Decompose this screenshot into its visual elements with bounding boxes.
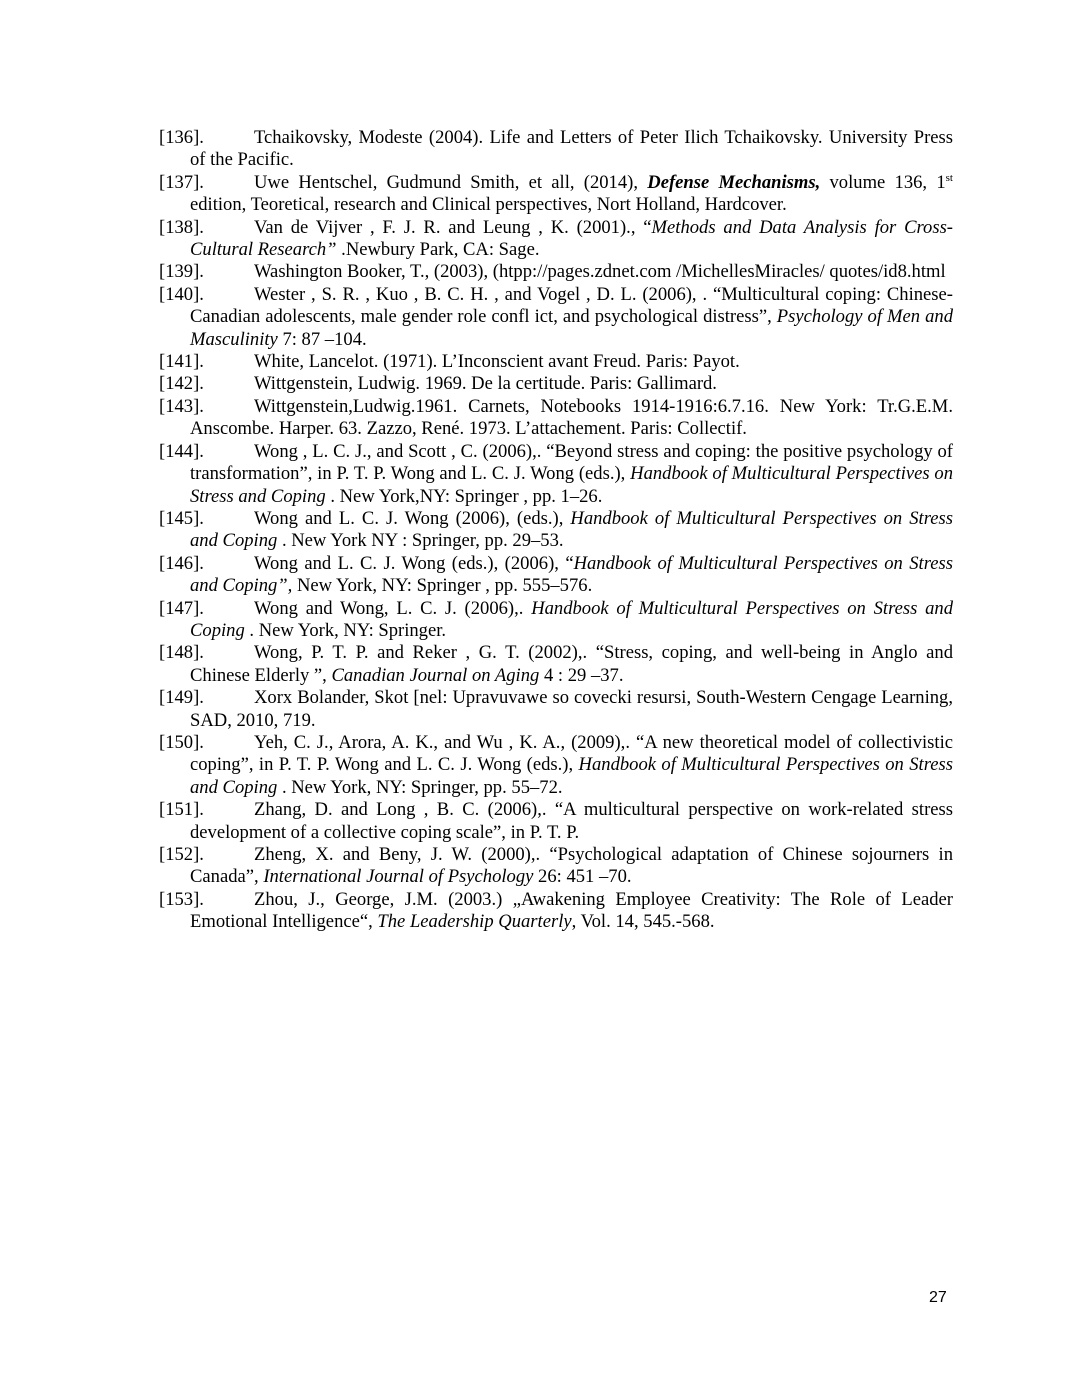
reference-entry (159, 217, 953, 262)
reference-text: Handbook of Multicultural Perspectives on Stress and Coping (190, 463, 954, 507)
reference-text: Handbook of Multicultural Perspectives on Stress and Coping (190, 754, 953, 798)
reference-text: Wong and L. C. J. Wong (2006), (eds.), (254, 507, 571, 529)
reference-number: [142]. (159, 373, 204, 395)
reference-text: Handbook of Multicultural Perspectives on Stress and Coping”, (190, 552, 953, 597)
reference-text: Wong and Wong, L. C. J. (2006),. (254, 597, 532, 619)
page-number: 27 (929, 1289, 947, 1306)
reference-text: Washington Booker, T., (2003), (htpp://pages.zdnet.com /MichellesMiracles/ quotes/id8.html (254, 261, 946, 283)
reference-entry (159, 844, 953, 889)
reference-number: [140]. (159, 283, 204, 305)
reference-list (159, 127, 953, 934)
reference-text: Wittgenstein, Ludwig. 1969. De la certitude. Paris: Gallimard. (254, 373, 717, 395)
reference-number: [141]. (159, 351, 204, 373)
reference-text: Uwe Hentschel, Gudmund Smith, et all, (2014), (254, 171, 648, 193)
reference-text: 7: 87 –104. (277, 328, 367, 350)
reference-text: Yeh, C. J., Arora, A. K., and Wu , K. A., (2009),. “A new theoretical model of collectivistic coping”, in P. T. P. Wong and L. C. J. Wong (eds.), (190, 731, 953, 776)
reference-entry (159, 732, 953, 799)
reference-text: Psychology of Men and Masculinity (190, 306, 953, 350)
reference-text: volume 136, 1 (820, 171, 946, 193)
reference-text: Methods and Data Analysis for Cross-Cultural Research” (190, 216, 953, 261)
reference-text: Wong , L. C. J., and Scott , C. (2006),. “Beyond stress and coping: the positive psychology of transformation”, in P. T. P. Wong and L. C. J. Wong (eds.), (190, 440, 953, 485)
reference-entry (159, 441, 953, 508)
reference-text: edition, Teoretical, research and Clinical perspectives, Nort Holland, Hardcover. (190, 194, 787, 216)
reference-entry (159, 553, 953, 598)
reference-number: [145]. (159, 507, 204, 529)
reference-entry (159, 351, 953, 373)
reference-text: Wong and L. C. J. Wong (eds.), (2006), “ (254, 552, 574, 574)
reference-text: Van de Vijver , F. J. R. and Leung , K. (2001)., “ (254, 216, 652, 238)
reference-text: . New York, NY: Springer. (244, 619, 447, 641)
reference-text: Defense Mechanisms, (647, 171, 821, 193)
reference-number: [150]. (159, 731, 204, 753)
reference-text: st (945, 171, 953, 184)
reference-number: [149]. (159, 687, 204, 709)
reference-text: . New York,NY: Springer , pp. 1–26. (325, 485, 603, 507)
reference-number: [147]. (159, 597, 204, 619)
reference-text: Canadian Journal on Aging (331, 664, 540, 686)
reference-text: . New York, NY: Springer, pp. 55–72. (277, 776, 563, 798)
reference-number: [138]. (159, 216, 204, 238)
reference-text: The Leadership Quarterly (377, 911, 572, 933)
reference-number: [139]. (159, 261, 204, 283)
reference-number: [152]. (159, 844, 204, 865)
reference-number: [136]. (159, 127, 204, 148)
reference-text: Wester , S. R. , Kuo , B. C. H. , and Vogel , D. L. (2006), . “Multicultural coping: Chinese-Canadian adolescents, male gender role confl ict, and psychological distress”, (190, 283, 953, 328)
reference-text: . New York NY : Springer, pp. 29–53. (277, 530, 564, 552)
reference-number: [151]. (159, 799, 204, 821)
reference-text: 26: 451 –70. (533, 866, 632, 888)
reference-text: Zhou, J., George, J.M. (2003.) „Awakening Employee Creativity: The Role of Leader Emotional Intelligence“, (190, 888, 953, 933)
reference-number: [137]. (159, 171, 204, 193)
reference-number: [153]. (159, 888, 204, 910)
reference-entry (159, 799, 953, 844)
reference-entry (159, 127, 953, 172)
reference-entry (159, 396, 953, 441)
reference-text: New York, NY: Springer , pp. 555–576. (292, 575, 593, 597)
reference-text: Xorx Bolander, Skot [nel: Upravuvawe so covecki resursi, South-Western Cengage Learning, SAD, 2010, 719. (190, 687, 953, 731)
reference-text: .Newbury Park, CA: Sage. (336, 239, 540, 261)
reference-entry (159, 261, 953, 283)
reference-text: Zheng, X. and Beny, J. W. (2000),. “Psychological adaptation of Chinese sojourners in Canada”, (190, 844, 953, 888)
reference-entry (159, 642, 953, 687)
reference-entry (159, 172, 953, 217)
reference-entry (159, 598, 953, 643)
reference-text: Handbook of Multicultural Perspectives on Stress and Coping (190, 597, 953, 641)
reference-entry (159, 284, 953, 351)
reference-text: Tchaikovsky, Modeste (2004). Life and Letters of Peter Ilich Tchaikovsky. University Press of the Pacific. (190, 127, 953, 171)
reference-number: [148]. (159, 642, 204, 664)
reference-entry (159, 373, 953, 395)
reference-entry (159, 889, 953, 934)
reference-text: International Journal of Psychology (263, 866, 534, 888)
reference-number: [146]. (159, 552, 204, 574)
reference-text: White, Lancelot. (1971). L’Inconscient avant Freud. Paris: Payot. (254, 351, 740, 373)
reference-text: Wittgenstein,Ludwig.1961. Carnets, Notebooks 1914-1916:6.7.16. New York: Tr.G.E.M. Anscombe. Harper. 63. Zazzo, René. 1973. L’attachement. Paris: Collectif. (190, 395, 953, 440)
reference-text: Wong, P. T. P. and Reker , G. T. (2002),. “Stress, coping, and well-being in Anglo and Chinese Elderly ”, (190, 642, 953, 686)
reference-entry (159, 508, 953, 553)
reference-text: , Vol. 14, 545.-568. (571, 911, 715, 933)
reference-entry (159, 687, 953, 732)
reference-text: Handbook of Multicultural Perspectives on Stress and Coping (190, 507, 953, 552)
reference-text: 4 : 29 –37. (539, 664, 624, 686)
reference-number: [144]. (159, 440, 204, 462)
reference-number: [143]. (159, 395, 204, 417)
reference-text: Zhang, D. and Long , B. C. (2006),. “A multicultural perspective on work-related stress development of a collective coping scale”, in P. T. P. (190, 799, 953, 843)
